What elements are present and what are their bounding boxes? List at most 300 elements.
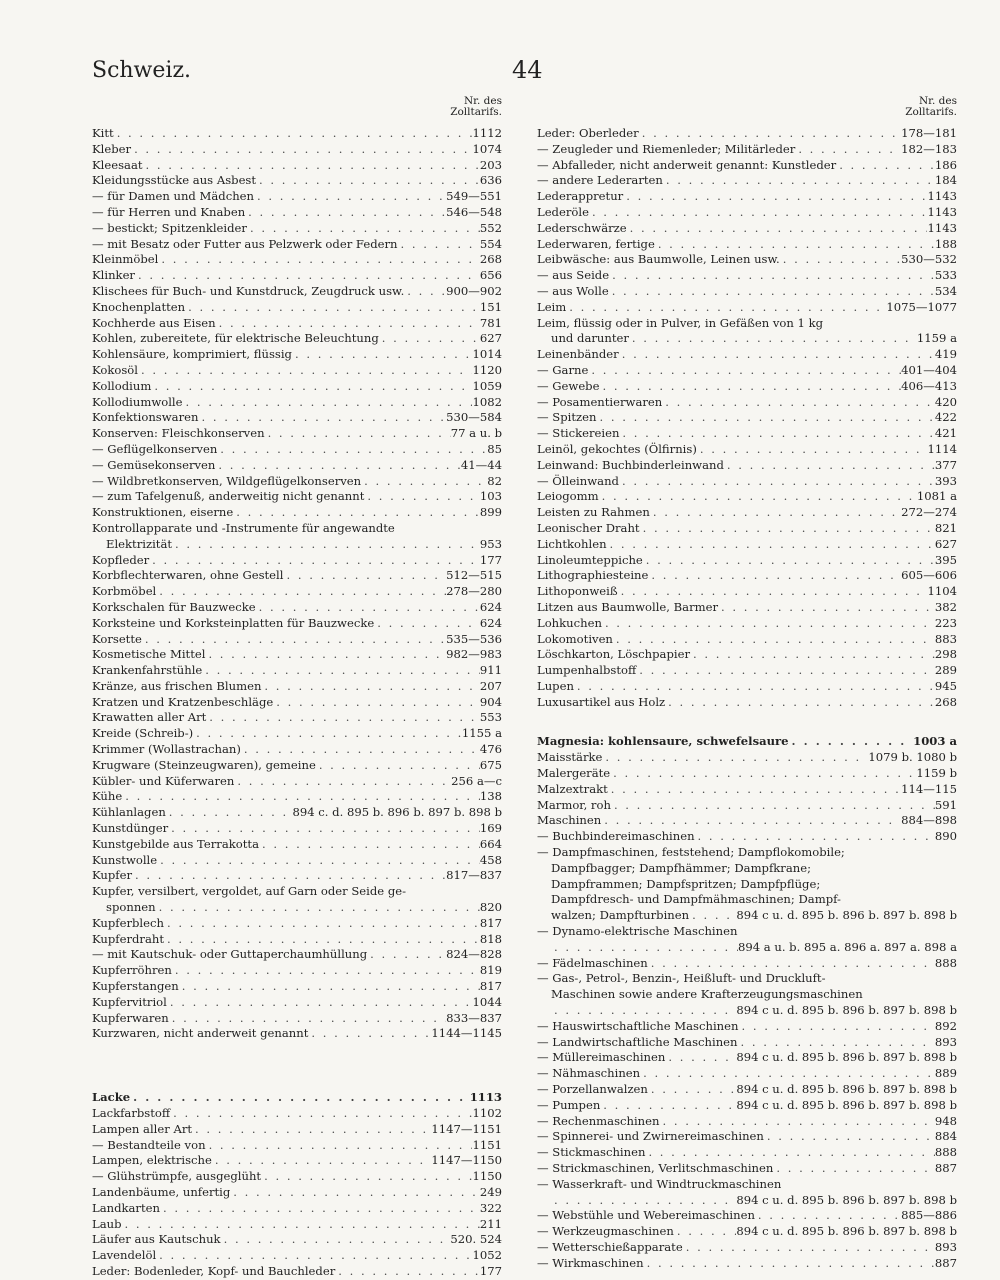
index-entry: [92, 789, 502, 805]
index-entry: [537, 284, 957, 300]
tariff-number: 1014: [472, 347, 502, 362]
tariff-number: 207: [479, 678, 502, 693]
tariff-number: 911: [479, 663, 502, 678]
tariff-number: 894 c u. d. 895 b. 896 b. 897 b. 898 b: [736, 1082, 957, 1097]
index-entry: [92, 442, 502, 458]
tariff-number: 1003 a: [913, 734, 957, 749]
dot-leader: [185, 300, 480, 316]
tariff-number: 395: [934, 552, 957, 567]
dot-leader: [611, 798, 935, 814]
index-entry: [537, 663, 957, 679]
dot-leader: [164, 916, 480, 932]
dot-leader: [156, 1248, 472, 1264]
entry-term: Dampframmen; Dampfspritzen; Dampfpflüge;: [551, 876, 821, 891]
entry-term: sponnen: [106, 900, 156, 915]
entry-term: Lederöle: [537, 204, 589, 219]
index-entry: [92, 173, 502, 189]
tariff-number: 382: [934, 599, 957, 614]
index-column-left: [92, 96, 502, 1280]
dot-leader: [636, 663, 935, 679]
entry-term: Kosmetische Mittel: [92, 647, 206, 662]
entry-term: Landkarten: [92, 1200, 160, 1215]
entry-term: Korbflechterwaren, ohne Gestell: [92, 568, 284, 583]
index-entry: [537, 813, 957, 829]
tariff-number: 948: [934, 1113, 957, 1128]
tariff-number: 1081 a: [916, 489, 957, 504]
tariff-number: 530—532: [901, 252, 957, 267]
entry-term: Luxusartikel aus Holz: [537, 694, 666, 709]
index-entry: [92, 1090, 502, 1106]
column-header-line: Nr. des: [918, 95, 957, 107]
dot-leader: [216, 316, 480, 332]
tariff-number: 211: [479, 1216, 502, 1231]
entry-term: Leonischer Draht: [537, 520, 640, 535]
entry-term: — Buchbindereimaschinen: [537, 829, 695, 844]
entry-term: Krankenfahrstühle: [92, 663, 203, 678]
index-entry: [537, 1129, 957, 1145]
index-entry: [537, 584, 957, 600]
dot-leader: [308, 1026, 431, 1042]
tariff-number: 103: [479, 489, 502, 504]
dot-leader: [198, 410, 446, 426]
entry-term: Kupfervitriol: [92, 994, 167, 1009]
tariff-number: 636: [479, 173, 502, 188]
tariff-number: 627: [934, 536, 957, 551]
tariff-number: 421: [934, 426, 957, 441]
index-entry: [92, 947, 502, 963]
tariff-number: 177: [479, 552, 502, 567]
tariff-number: 817: [479, 915, 502, 930]
entry-term: Kratzen und Kratzenbeschläge: [92, 694, 274, 709]
index-entry: [537, 1145, 957, 1161]
tariff-number: 186: [934, 157, 957, 172]
entry-term: Lithographiesteine: [537, 568, 649, 583]
entry-term: Elektrizität: [106, 536, 173, 551]
index-entry: [92, 568, 502, 584]
index-entry: [92, 505, 502, 521]
tariff-number: 824—828: [446, 947, 502, 962]
entry-term: Maschinen: [537, 813, 602, 828]
entry-term: — Stickereien: [537, 426, 620, 441]
tariff-number: 1102: [472, 1106, 502, 1121]
index-entry: [537, 1035, 957, 1051]
entry-term: Lumpenhalbstoff: [537, 663, 637, 678]
index-entry: [537, 1224, 957, 1240]
index-entry: [92, 710, 502, 726]
tariff-number: 520. 524: [450, 1232, 502, 1247]
tariff-number: 894 c u. d. 895 b. 896 b. 897 b. 898 b: [736, 1003, 957, 1018]
dot-leader: [245, 205, 446, 221]
dot-leader: [265, 426, 451, 442]
index-entry: [92, 1201, 502, 1217]
dot-leader: [166, 805, 293, 821]
index-entry: [92, 679, 502, 695]
entry-term: — Spinnerei- und Zwirnereimaschinen: [537, 1129, 764, 1144]
dot-leader: [132, 868, 446, 884]
index-entry: [537, 553, 957, 569]
tariff-number: 817—837: [446, 868, 502, 883]
dot-leader: [589, 205, 928, 221]
dot-leader: [316, 758, 480, 774]
index-entry: [92, 489, 502, 505]
entry-term: Kokosöl: [92, 362, 138, 377]
dot-leader: [142, 632, 446, 648]
tariff-number: 945: [934, 678, 957, 693]
dot-leader: [131, 142, 472, 158]
tariff-number: 1144—1145: [431, 1026, 502, 1041]
index-entry: [92, 158, 502, 174]
running-header-country: Schweiz.: [92, 58, 192, 83]
tariff-number: 268: [479, 252, 502, 267]
index-entry: [92, 647, 502, 663]
entry-term: Litzen aus Baumwolle, Barmer: [537, 599, 719, 614]
entry-term: walzen; Dampfturbinen: [551, 908, 690, 923]
index-entry: [537, 1208, 957, 1224]
dot-leader: [773, 1161, 935, 1177]
entry-term: Lichtkohlen: [537, 536, 607, 551]
entry-term: — mit Besatz oder Futter aus Pelzwerk oder Federn: [92, 236, 398, 251]
entry-term: Klinker: [92, 268, 135, 283]
index-entry: [92, 521, 502, 537]
dot-leader: [273, 695, 480, 711]
index-entry: [92, 1138, 502, 1154]
dot-leader: [623, 189, 927, 205]
tariff-number: 1104: [927, 584, 957, 599]
index-entry: [537, 940, 957, 956]
index-entry: [92, 932, 502, 948]
tariff-number: 1052: [472, 1248, 502, 1263]
dot-leader: [241, 742, 480, 758]
dot-leader: [212, 1153, 432, 1169]
dot-leader: [374, 616, 480, 632]
tariff-number: 953: [479, 536, 502, 551]
index-entry: [537, 158, 957, 174]
entry-term: Malzextrakt: [537, 781, 608, 796]
entry-term: — andere Lederarten: [537, 173, 663, 188]
tariff-number: 1159 b: [916, 766, 957, 781]
tariff-number: 178—181: [901, 126, 957, 140]
index-entry: [537, 1003, 957, 1019]
index-entry: [92, 884, 502, 900]
dot-leader: [170, 1106, 472, 1122]
dot-leader: [206, 710, 480, 726]
dot-leader: [690, 647, 935, 663]
dot-leader: [551, 1193, 736, 1209]
index-entry: [92, 347, 502, 363]
index-entry: [92, 979, 502, 995]
entry-term: Lavendelöl: [92, 1248, 157, 1263]
index-entry: [92, 221, 502, 237]
dot-leader: [610, 766, 916, 782]
entry-term: Marmor, roh: [537, 797, 611, 812]
index-entry: [537, 189, 957, 205]
dot-leader: [261, 679, 479, 695]
tariff-number: 1143: [927, 204, 957, 219]
dot-leader: [602, 750, 868, 766]
dot-leader: [607, 537, 935, 553]
index-entry: [537, 766, 957, 782]
dot-leader: [361, 474, 487, 490]
index-entry: [537, 1256, 957, 1272]
tariff-number: 553: [479, 710, 502, 725]
index-entry: [537, 142, 957, 158]
tariff-number: 114—115: [901, 781, 957, 796]
column-header-line: Zolltarifs.: [450, 106, 502, 118]
entry-term: — Gemüsekonserven: [92, 457, 216, 472]
entry-term: Lampen, elektrische: [92, 1153, 212, 1168]
section-gap: [92, 1066, 502, 1090]
dot-leader: [234, 774, 451, 790]
dot-leader: [659, 1114, 934, 1130]
index-entry: [92, 426, 502, 442]
dot-leader: [619, 426, 934, 442]
dot-leader: [217, 442, 487, 458]
entry-term: — Wirkmaschinen: [537, 1255, 644, 1270]
tariff-number: 894 c. d. 895 b. 896 b. 897 b. 898 b: [292, 805, 502, 820]
index-entry: [537, 956, 957, 972]
column-header: [92, 96, 502, 126]
entry-term: Kollodium: [92, 378, 152, 393]
index-entry: [537, 489, 957, 505]
tariff-number: 888: [934, 955, 957, 970]
index-entry: [537, 316, 957, 332]
entry-term: Korbmöbel: [92, 584, 157, 599]
index-entry: [92, 379, 502, 395]
index-entry: [537, 173, 957, 189]
dot-leader: [551, 1003, 736, 1019]
dot-leader: [149, 553, 480, 569]
dot-leader: [648, 1082, 736, 1098]
index-entry: [537, 237, 957, 253]
index-column-right: [537, 96, 957, 1272]
dot-leader: [172, 963, 480, 979]
dot-leader: [164, 932, 480, 948]
tariff-number: 1082: [472, 394, 502, 409]
tariff-number: 82: [487, 473, 502, 488]
entry-term: — Gas-, Petrol-, Benzin-, Heißluft- und Druckluft-: [537, 971, 826, 986]
index-entry: [537, 458, 957, 474]
dot-leader: [574, 679, 935, 695]
tariff-number: 256 a—c: [451, 773, 502, 788]
tariff-number: 289: [934, 663, 957, 678]
dot-leader: [130, 1090, 470, 1106]
dot-leader: [650, 505, 901, 521]
entry-term: Konfektionswaren: [92, 410, 199, 425]
entry-term: Leinenbänder: [537, 347, 619, 362]
entry-term: — Dynamo-elektrische Maschinen: [537, 924, 738, 939]
index-entry: [537, 1066, 957, 1082]
tariff-number: 1079 b. 1080 b: [868, 750, 957, 765]
tariff-number: 1113: [469, 1090, 502, 1105]
tariff-number: 85: [487, 441, 502, 456]
index-entry: [92, 742, 502, 758]
tariff-number: 393: [934, 473, 957, 488]
dot-leader: [665, 695, 935, 711]
dot-leader: [601, 813, 901, 829]
dot-leader: [662, 395, 935, 411]
entry-term: Lederwaren, fertige: [537, 236, 655, 251]
tariff-number: 533: [934, 268, 957, 283]
tariff-number: 675: [479, 757, 502, 772]
dot-leader: [609, 268, 935, 284]
tariff-number: 819: [479, 963, 502, 978]
entry-term: Krugware (Steinzeugwaren), gemeine: [92, 757, 316, 772]
tariff-number: 888: [934, 1145, 957, 1160]
index-entry: [537, 908, 957, 924]
tariff-number: 322: [479, 1200, 502, 1215]
index-entry: [92, 663, 502, 679]
index-entry: [537, 363, 957, 379]
index-entry: [92, 1153, 502, 1169]
entry-term: Leibwäsche: aus Baumwolle, Leinen usw.: [537, 252, 780, 267]
entry-term: — Abfalleder, nicht anderweit genannt: Kunstleder: [537, 157, 837, 172]
dot-leader: [718, 600, 935, 616]
entry-term: Linoleumteppiche: [537, 552, 643, 567]
dot-leader: [404, 284, 446, 300]
dot-leader: [156, 900, 480, 916]
index-entry: [92, 726, 502, 742]
entry-term: — Posamentierwaren: [537, 394, 663, 409]
index-entry: [92, 616, 502, 632]
tariff-number: 1074: [472, 141, 502, 156]
entry-term: Kitt: [92, 126, 114, 140]
dot-leader: [254, 189, 446, 205]
tariff-number: 458: [479, 852, 502, 867]
index-entry: [537, 347, 957, 363]
dot-leader: [640, 1066, 935, 1082]
entry-term: — Glühstrümpfe, ausgeglüht: [92, 1169, 262, 1184]
entry-term: — Müllereimaschinen: [537, 1050, 666, 1065]
dot-leader: [169, 1011, 446, 1027]
dot-leader: [398, 237, 480, 253]
index-entry: [537, 126, 957, 142]
entry-term: Korsette: [92, 631, 142, 646]
dot-leader: [613, 632, 935, 648]
dot-leader: [655, 237, 935, 253]
entry-term: — Gewebe: [537, 378, 600, 393]
entry-term: Kontrollapparate und -Instrumente für angewandte: [92, 520, 395, 535]
index-entry: [537, 798, 957, 814]
index-entry: [537, 679, 957, 695]
index-entry: [537, 632, 957, 648]
index-entry: [537, 395, 957, 411]
entry-term: — mit Kautschuk- oder Guttaperchaumhüllung: [92, 947, 368, 962]
entry-term: — Wetterschießapparate: [537, 1239, 683, 1254]
index-entry: [92, 410, 502, 426]
tariff-number: 887: [934, 1255, 957, 1270]
dot-leader: [755, 1208, 901, 1224]
dot-leader: [648, 568, 901, 584]
entry-term: Krawatten aller Art: [92, 710, 207, 725]
dot-leader: [648, 956, 935, 972]
entry-term: — Zeugleder und Riemenleder; Militärleder: [537, 141, 796, 156]
tariff-number: 591: [934, 797, 957, 812]
dot-leader: [618, 584, 928, 600]
dot-leader: [168, 821, 480, 837]
tariff-number: 818: [479, 931, 502, 946]
tariff-number: 298: [934, 647, 957, 662]
index-entry: [537, 1050, 957, 1066]
column-header-line: Zolltarifs.: [905, 106, 957, 118]
index-entry: [92, 632, 502, 648]
tariff-number: 422: [934, 410, 957, 425]
tariff-number: 554: [479, 236, 502, 251]
index-entry: [92, 237, 502, 253]
tariff-number: 820: [479, 900, 502, 915]
tariff-number: 887: [934, 1161, 957, 1175]
dot-leader: [588, 363, 901, 379]
entry-list: [92, 126, 502, 1280]
index-entry: [537, 568, 957, 584]
tariff-number: 1044: [472, 994, 502, 1009]
tariff-number: 188: [934, 236, 957, 251]
tariff-number: 249: [479, 1185, 502, 1199]
tariff-number: 781: [479, 315, 502, 330]
tariff-number: 406—413: [901, 378, 957, 393]
index-entry: [92, 758, 502, 774]
entry-term: — Wildbretkonserven, Wildgeflügelkonserven: [92, 473, 362, 488]
tariff-number: 268: [934, 694, 957, 709]
index-entry: [537, 474, 957, 490]
dot-leader: [206, 1138, 473, 1154]
dot-leader: [609, 284, 935, 300]
tariff-number: 272—274: [901, 505, 957, 520]
index-entry: [92, 1185, 502, 1201]
tariff-number: 889: [934, 1066, 957, 1081]
index-entry: [92, 1122, 502, 1138]
entry-term: Kohlensäure, komprimiert, flüssig: [92, 347, 292, 362]
entry-term: — Dampfmaschinen, feststehend; Dampflokomobile;: [537, 845, 845, 860]
tariff-number: 546—548: [446, 204, 502, 219]
index-entry: [537, 379, 957, 395]
index-entry: [537, 221, 957, 237]
entry-term: Kupferstangen: [92, 979, 179, 994]
index-entry: [92, 142, 502, 158]
dot-leader: [143, 158, 480, 174]
index-entry: [537, 750, 957, 766]
tariff-number: 534: [934, 283, 957, 298]
index-entry: [537, 410, 957, 426]
entry-term: Lacke: [92, 1090, 131, 1105]
entry-term: — Rechenmaschinen: [537, 1113, 660, 1128]
entry-term: Kleesaat: [92, 157, 143, 172]
tariff-number: 401—404: [901, 362, 957, 377]
dot-leader: [683, 1240, 935, 1256]
tariff-number: 664: [479, 836, 502, 851]
tariff-number: 512—515: [446, 568, 502, 583]
entry-term: Leisten zu Rahmen: [537, 505, 650, 520]
index-entry: [537, 782, 957, 798]
entry-term: Korkschalen für Bauzwecke: [92, 599, 256, 614]
index-entry: [537, 829, 957, 845]
entry-term: — aus Seide: [537, 268, 610, 283]
index-entry: [92, 916, 502, 932]
entry-term: Kühe: [92, 789, 123, 804]
index-entry: [537, 971, 957, 987]
index-entry: [92, 774, 502, 790]
tariff-number: 900—902: [446, 283, 502, 298]
dot-leader: [202, 663, 480, 679]
dot-leader: [233, 505, 480, 521]
index-entry: [92, 821, 502, 837]
section-gap: [92, 1042, 502, 1066]
entry-term: Leiogomm: [537, 489, 599, 504]
entry-term: — zum Tafelgenuß, anderweitig nicht genannt: [92, 489, 365, 504]
tariff-number: 624: [479, 615, 502, 630]
entry-term: Leder: Oberleder: [537, 126, 639, 140]
index-entry: [92, 331, 502, 347]
entry-term: Lampen aller Art: [92, 1121, 193, 1136]
